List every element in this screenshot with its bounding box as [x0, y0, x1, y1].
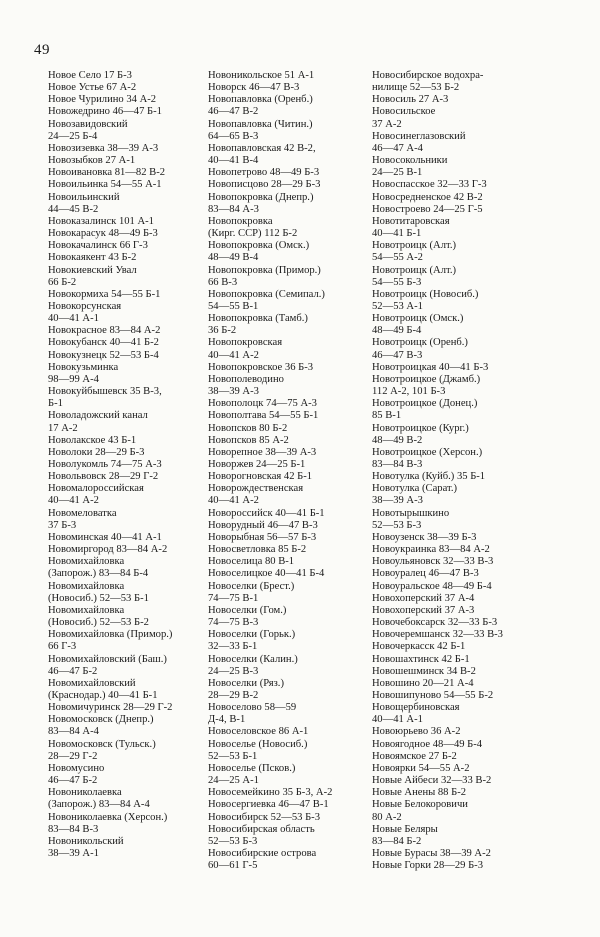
index-entry: 83—84 А-4 — [48, 726, 99, 738]
index-entry: 24—25 А-1 — [208, 775, 259, 787]
index-entry: 32—33 Б-1 — [208, 641, 258, 653]
index-entry: Новоникольское 51 А-1 — [208, 70, 315, 81]
index-entry: Б-1 — [48, 398, 63, 410]
index-entry: нилище 52—53 Б-2 — [372, 82, 460, 94]
index-entry: Новоузенск 38—39 Б-3 — [372, 531, 477, 543]
index-entry: 54—55 В-1 — [208, 300, 259, 312]
index-entry: Новоивановка 81—82 В-2 — [48, 167, 166, 179]
index-entry: Новоюрьево 36 А-2 — [372, 726, 461, 738]
index-entry: Новороссийск 40—41 Б-1 — [208, 507, 325, 519]
index-entry: Новопсков 85 А-2 — [208, 434, 289, 446]
index-entry: Новые Беляры — [372, 823, 438, 835]
index-entry: Новоказалинск 101 А-1 — [48, 215, 154, 227]
index-entry: Новополтава 54—55 Б-1 — [208, 410, 319, 422]
index-entry: Новопавловская 42 В-2, — [208, 142, 316, 154]
index-entry: Новосильское — [372, 106, 436, 118]
index-entry: 54—55 Б-3 — [372, 276, 422, 288]
index-entry: 46—47 В-3 — [372, 349, 423, 361]
index-entry: Новоселки (Горьк.) — [208, 629, 296, 641]
index-entry: Новорск 46—47 В-3 — [208, 82, 300, 94]
index-entry: Новотулка (Сарат.) — [372, 483, 458, 495]
index-entry: Новоямское 27 Б-2 — [372, 750, 457, 762]
index-entry: 80 А-2 — [372, 811, 402, 823]
index-entry: Новотырышкино — [372, 507, 450, 519]
index-entry: Новополеводино — [208, 373, 284, 385]
index-entry: Новоселовское 86 А-1 — [208, 726, 309, 738]
index-entry: 28—29 В-2 — [208, 689, 259, 701]
index-entry: Новоярки 54—55 А-2 — [372, 762, 470, 774]
index-entry: 83—84 В-3 — [48, 823, 99, 835]
index-entry: Новолукомль 74—75 А-3 — [48, 459, 162, 470]
index-entry: Новоспасское 32—33 Г-3 — [372, 179, 487, 191]
index-entry: Новорудный 46—47 В-3 — [208, 519, 318, 531]
index-entry: Новосинеглазовский — [372, 130, 466, 142]
index-entry: Новопокровка (Омск.) — [208, 240, 310, 252]
index-entry: 24—25 Б-4 — [48, 130, 98, 142]
index-entry: Новоягодное 48—49 Б-4 — [372, 738, 483, 750]
index-column-3 — [372, 70, 540, 872]
index-entry: Новокузнецк 52—53 Б-4 — [48, 349, 159, 361]
index-entry: Новолакское 43 Б-1 — [48, 434, 137, 446]
index-entry: 38—39 А-1 — [48, 848, 99, 859]
index-entry: 44—45 В-2 — [48, 203, 99, 215]
index-entry: Новотитаровская — [372, 215, 450, 227]
index-entry: 24—25 В-3 — [208, 665, 259, 677]
index-entry: 60—61 Г-5 — [208, 860, 258, 872]
index-entry: 83—84 В-3 — [372, 459, 423, 470]
index-entry: Новошахтинск 42 Б-1 — [372, 653, 470, 665]
index-column-2 — [208, 70, 366, 872]
index-entry: Новоселье (Псков.) — [208, 762, 296, 774]
index-entry: Новопокровское 36 Б-3 — [208, 361, 314, 373]
index-entry: 28—29 Г-2 — [48, 750, 98, 762]
index-entry: 40—41 В-4 — [208, 155, 259, 167]
index-entry: Новокаякент 43 Б-2 — [48, 252, 137, 264]
index-entry: Новотроицк (Новосиб.) — [372, 288, 479, 300]
index-entry: Новоникольский — [48, 835, 124, 847]
index-entry: (Запорож.) 83—84 А-4 — [48, 799, 150, 811]
index-entry: Новопавловка (Читин.) — [208, 118, 313, 130]
index-entry: 74—75 В-3 — [208, 617, 259, 629]
index-entry: Новоржев 24—25 Б-1 — [208, 459, 306, 470]
index-entry: Новоселки (Гом.) — [208, 604, 287, 616]
index-entry: Новоуралец 46—47 В-3 — [372, 568, 479, 580]
index-entry: Новомеловатка — [48, 507, 117, 519]
index-entry: (Запорож.) 83—84 Б-4 — [48, 568, 149, 580]
index-entry: Новописцово 28—29 Б-3 — [208, 179, 321, 191]
index-entry: 112 А-2, 101 Б-3 — [372, 386, 446, 398]
index-entry: Новольвовск 28—29 Г-2 — [48, 471, 159, 483]
index-entry: Новомосковск (Тульск.) — [48, 738, 156, 750]
index-entry: (Новосиб.) 52—53 Б-1 — [48, 592, 149, 604]
index-entry: Новокарасук 48—49 Б-3 — [48, 228, 158, 240]
index-entry: Новозавидовский — [48, 118, 128, 130]
index-entry: (Новосиб.) 52—53 Б-2 — [48, 617, 149, 629]
index-entry: Новые Горки 28—29 Б-3 — [372, 860, 484, 872]
index-entry: 40—41 А-1 — [48, 313, 99, 325]
index-entry: Новотроицк (Алт.) — [372, 240, 456, 252]
index-entry: Новолоки 28—29 Б-3 — [48, 446, 145, 458]
index-entry: 24—25 В-1 — [372, 167, 423, 179]
index-entry: 36 Б-2 — [208, 325, 237, 337]
index-entry: Новоладожский канал — [48, 410, 148, 422]
index-entry: 38—39 А-3 — [208, 386, 259, 398]
index-entry: Новоселки (Калин.) — [208, 653, 298, 665]
index-entry: 40—41 Б-1 — [372, 228, 422, 240]
index-entry: Новосиль 27 А-3 — [372, 94, 449, 106]
index-entry: 66 В-3 — [208, 276, 238, 288]
index-entry: (Кирг. ССР) 112 Б-2 — [208, 228, 298, 240]
index-entry: Новохоперский 37 А-3 — [372, 604, 475, 616]
index-entry: Новомиргород 83—84 А-2 — [48, 544, 168, 556]
index-entry: 83—84 А-3 — [208, 203, 259, 215]
index-entry: Д-4, В-1 — [208, 714, 246, 726]
index-entry: Новостроево 24—25 Г-5 — [372, 203, 483, 215]
index-entry: Новотулка (Куйб.) 35 Б-1 — [372, 471, 486, 483]
index-entry: Новосибирская область — [208, 823, 315, 835]
index-entry: 48—49 В-4 — [208, 252, 259, 264]
index-entry: Новокормиха 54—55 Б-1 — [48, 288, 161, 300]
index-entry: 46—47 Б-2 — [48, 665, 98, 677]
index-entry: Новозизевка 38—39 А-3 — [48, 142, 159, 154]
index-entry: Новотроицкое (Джамб.) — [372, 373, 481, 385]
index-entry: Новоселица 80 В-1 — [208, 556, 295, 568]
index-entry: Новочеремшанск 32—33 В-3 — [372, 629, 503, 641]
index-entry: Новощербиновская — [372, 702, 460, 714]
index-entry: Новоселицкое 40—41 Б-4 — [208, 568, 325, 580]
index-entry: Новотроицкое (Херсон.) — [372, 446, 483, 458]
index-entry: Новые Белокоровичи — [372, 799, 468, 811]
index-entry: Новошипуново 54—55 Б-2 — [372, 689, 494, 701]
index-entry: Новомихайловский (Баш.) — [48, 653, 167, 665]
index-entry: Новоильинка 54—55 А-1 — [48, 179, 162, 191]
index-entry: Новомихайловка — [48, 604, 125, 616]
index-entry: 52—53 Б-3 — [208, 835, 258, 847]
index-entry: Новоселово 58—59 — [208, 702, 297, 714]
index-entry: Новониколаевка — [48, 787, 122, 799]
index-entry: Новосветловка 85 Б-2 — [208, 544, 307, 556]
index-entry: 40—41 А-2 — [208, 495, 259, 507]
index-entry: Новоульяновск 32—33 В-3 — [372, 556, 494, 568]
index-entry: Новосемейкино 35 Б-3, А-2 — [208, 787, 333, 799]
index-entry: Новорыбная 56—57 Б-3 — [208, 531, 317, 543]
index-entry: Новошешминск 34 В-2 — [372, 665, 476, 677]
index-entry: Новоуральское 48—49 Б-4 — [372, 580, 492, 592]
index-entry: Новокузьминка — [48, 361, 119, 373]
index-entry: Новомичуринск 28—29 Г-2 — [48, 702, 173, 714]
index-entry: 40—41 А-1 — [372, 714, 423, 726]
index-entry: Новопокровка (Примор.) — [208, 264, 321, 276]
index-entry: Новопокровка (Днепр.) — [208, 191, 314, 203]
index-entry: 66 Г-3 — [48, 641, 77, 653]
index-entry: 46—47 Б-2 — [48, 775, 98, 787]
index-entry: Новомосковск (Днепр.) — [48, 714, 154, 726]
index-entry: Новокубанск 40—41 Б-2 — [48, 337, 159, 349]
index-entry: Новокорсунская — [48, 300, 122, 312]
index-entry: Новочеркасск 42 Б-1 — [372, 641, 466, 653]
index-entry: Новопетрово 48—49 Б-3 — [208, 167, 320, 179]
index-entry: Новосергиевка 46—47 В-1 — [208, 799, 329, 811]
index-entry: 98—99 А-4 — [48, 373, 99, 385]
index-entry: Новожедрино 46—47 Б-1 — [48, 106, 162, 118]
page-number: 49 — [34, 42, 50, 58]
index-entry: 74—75 В-1 — [208, 592, 259, 604]
index-entry: Новые Анены 88 Б-2 — [372, 787, 467, 799]
index-entry: Новотроицк (Омск.) — [372, 313, 464, 325]
index-entry: Новосибирск 52—53 Б-3 — [208, 811, 321, 823]
index-entry: Новопавловка (Оренб.) — [208, 94, 313, 106]
index-entry: Новомихайловка — [48, 556, 125, 568]
index-entry: Новоселки (Ряз.) — [208, 677, 284, 689]
index-column-1 — [48, 70, 198, 860]
index-entry: Новоукраинка 83—84 А-2 — [372, 544, 490, 556]
index-entry: 37 Б-3 — [48, 519, 77, 531]
index-entry: Новочебоксарск 32—33 Б-3 — [372, 617, 498, 629]
index-entry: 37 А-2 — [372, 118, 402, 130]
index-entry: Новорождественская — [208, 483, 304, 495]
index-entry: Новозыбков 27 А-1 — [48, 155, 136, 167]
index-entry: 85 В-1 — [372, 410, 402, 422]
index-entry: Новосредненское 42 В-2 — [372, 191, 483, 203]
index-entry: 48—49 Б-4 — [372, 325, 422, 337]
index-entry: 46—47 А-4 — [372, 142, 423, 154]
index-entry: Новомихайловка — [48, 580, 125, 592]
index-entry: Новоильинский — [48, 191, 120, 203]
index-entry: Новошино 20—21 А-4 — [372, 677, 474, 689]
index-entry: Новомалороссийская — [48, 483, 144, 495]
index-entry: Новопсков 80 Б-2 — [208, 422, 288, 434]
index-entry: Новомихайловский — [48, 677, 136, 689]
index-entry: 83—84 Б-2 — [372, 835, 422, 847]
index-entry: 64—65 В-3 — [208, 130, 259, 142]
index-entry: Новопокровская — [208, 337, 283, 349]
index-entry: Новокиевский Увал — [48, 264, 137, 276]
index-entry: Новокуйбышевск 35 В-3, — [48, 386, 162, 398]
index-entry: Новопокровка (Семипал.) — [208, 288, 325, 300]
index-entry: Новокрасное 83—84 А-2 — [48, 325, 161, 337]
index-entry: Новотроицк (Алт.) — [372, 264, 456, 276]
index-entry: 52—53 Б-3 — [372, 519, 422, 531]
index-entry: Новопокровка — [208, 215, 273, 227]
index-entry: Новое Устье 67 А-2 — [48, 82, 137, 94]
index-entry: Новомусино — [48, 762, 105, 774]
index-entry: 40—41 А-2 — [48, 495, 99, 507]
index-entry: Новорогновская 42 Б-1 — [208, 471, 313, 483]
index-entry: Новоселки (Брест.) — [208, 580, 295, 592]
index-entry: 52—53 А-1 — [372, 300, 423, 312]
index-entry: Новосибирские острова — [208, 848, 317, 859]
index-entry: Новотроицкое (Кург.) — [372, 422, 469, 434]
index-entry: Новотроицкое (Донец.) — [372, 398, 478, 410]
index-entry: Новотроицк (Оренб.) — [372, 337, 468, 349]
index-entry: Новое Чурилино 34 А-2 — [48, 94, 157, 106]
index-entry: Новотроицкая 40—41 Б-3 — [372, 361, 489, 373]
index-entry: Новопокровка (Тамб.) — [208, 313, 308, 325]
index-entry: Новокачалинск 66 Г-3 — [48, 240, 148, 252]
index-entry: (Краснодар.) 40—41 Б-1 — [48, 689, 158, 701]
index-entry: Новоселье (Новосиб.) — [208, 738, 308, 750]
index-entry: 46—47 В-2 — [208, 106, 259, 118]
index-entry: Новополоцк 74—75 А-3 — [208, 398, 317, 410]
index-entry: Новое Село 17 Б-3 — [48, 70, 132, 81]
index-entry: Новые Айбеси 32—33 В-2 — [372, 775, 492, 787]
index-entry: 38—39 А-3 — [372, 495, 423, 507]
index-entry: 66 Б-2 — [48, 276, 77, 288]
index-entry: Новониколаевка (Херсон.) — [48, 811, 168, 823]
index-entry: 52—53 Б-1 — [208, 750, 258, 762]
index-entry: Новохоперский 37 А-4 — [372, 592, 475, 604]
index-entry: Новомихайловка (Примор.) — [48, 629, 173, 641]
index-entry: 54—55 А-2 — [372, 252, 423, 264]
index-entry: 17 А-2 — [48, 422, 78, 434]
index-entry: 40—41 А-2 — [208, 349, 259, 361]
index-entry: Новосибирское водохра- — [372, 70, 484, 81]
index-entry: Новоминская 40—41 А-1 — [48, 531, 162, 543]
index-entry: Новые Бурасы 38—39 А-2 — [372, 848, 491, 859]
index-entry: Новосокольники — [372, 155, 448, 167]
index-entry: 48—49 В-2 — [372, 434, 423, 446]
index-entry: Новорепное 38—39 А-3 — [208, 446, 317, 458]
